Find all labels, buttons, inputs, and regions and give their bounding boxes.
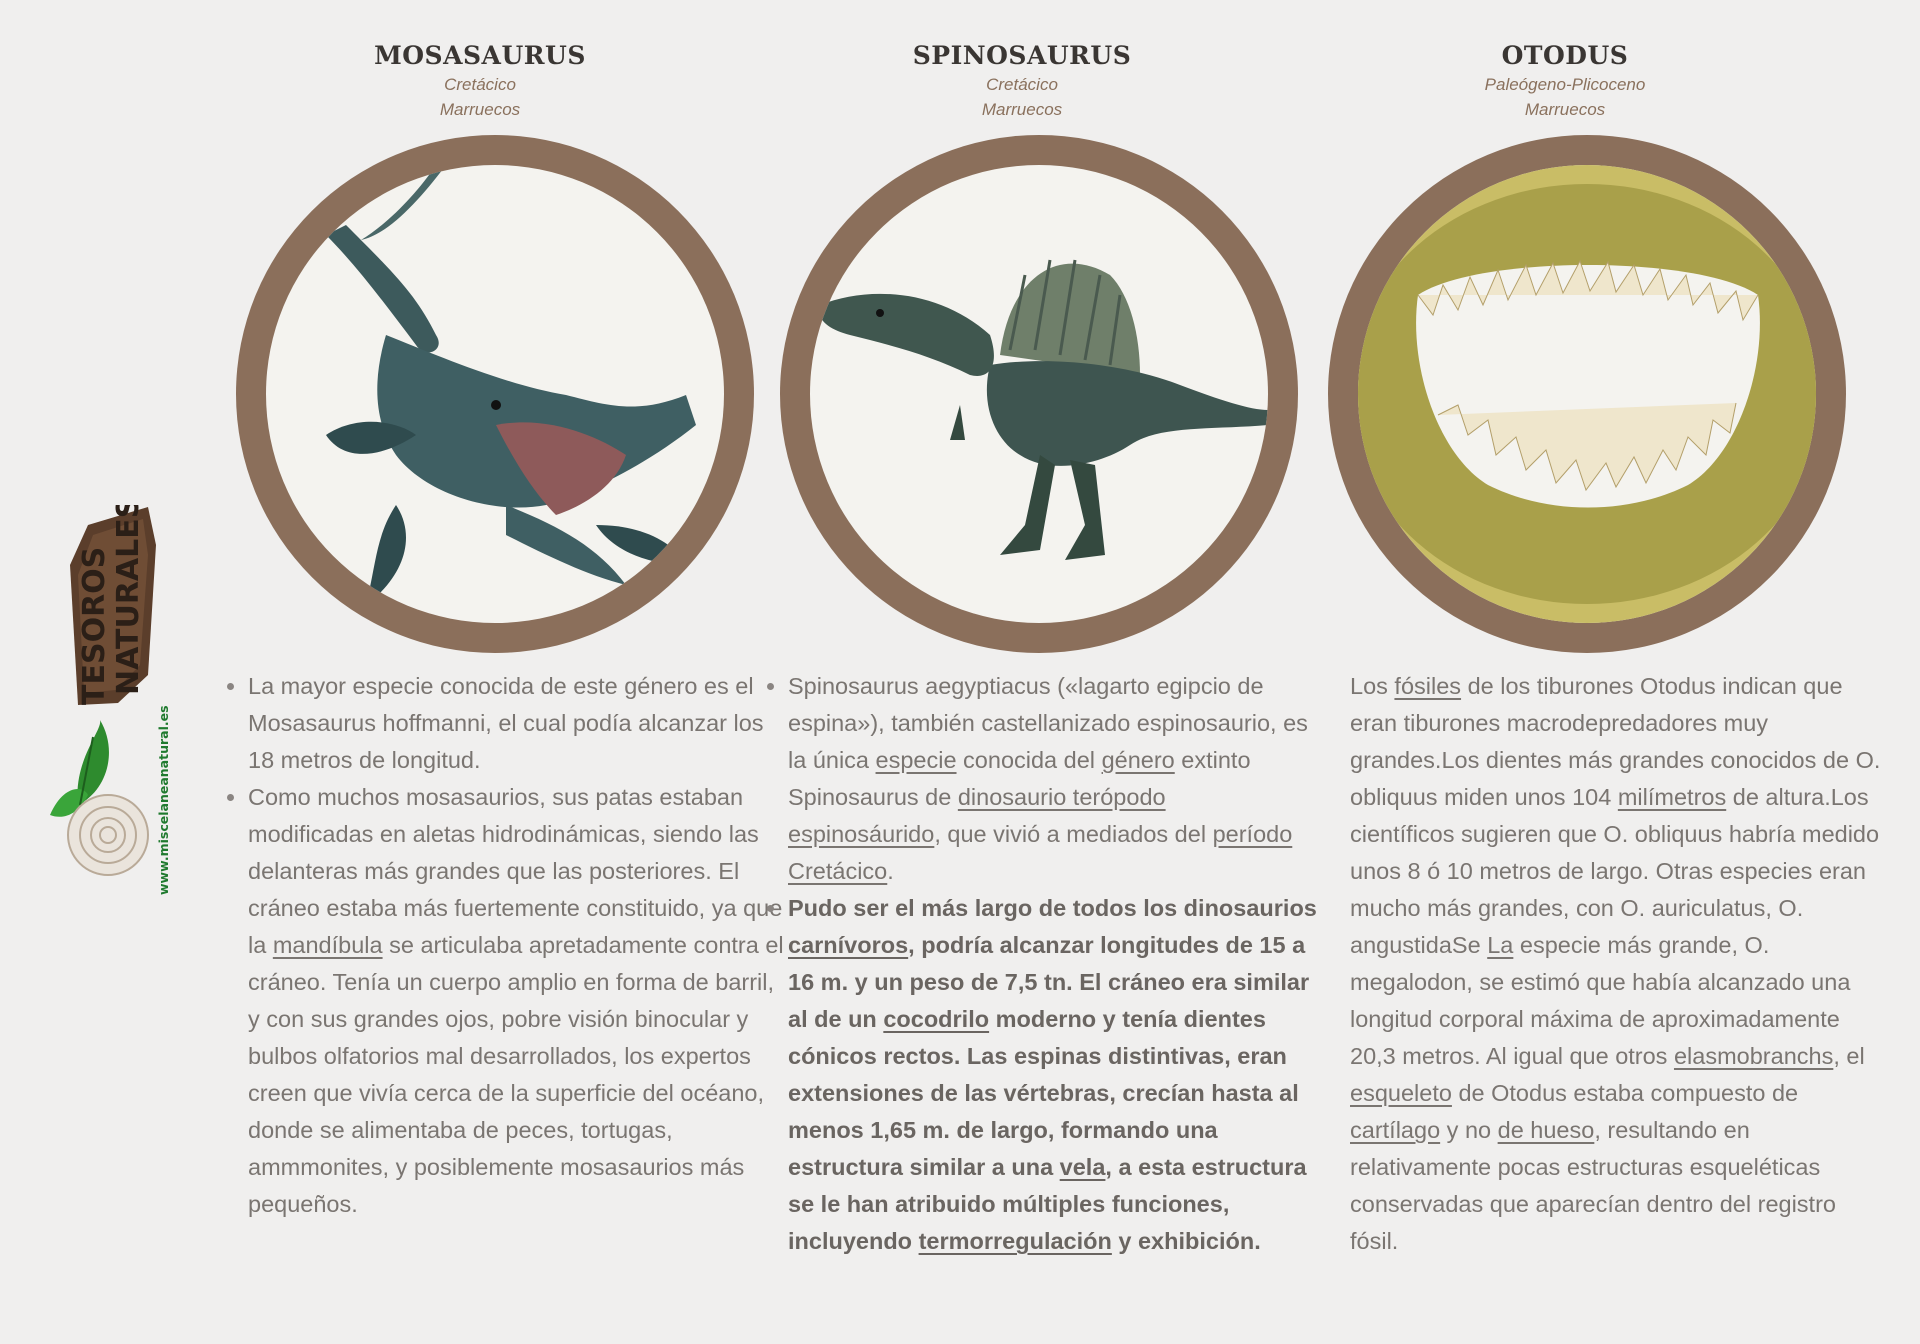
otodus-text-7: y no: [1440, 1117, 1498, 1143]
brand-logo: [48, 505, 178, 895]
otodus-text-2: de los tiburones Otodus indican que eran tiburones macrodepredadores muy grandes.Los dientes más grandes conocidos de O. obliquus miden unos 104: [1350, 673, 1881, 810]
spinosaurus-text-9: , podría alcanzar longitudes de 15 a 16 m. y un peso de 7,5 tn. El cráneo era similar al de un: [788, 932, 1310, 1032]
link-fosiles[interactable]: fósiles: [1394, 673, 1462, 699]
otodus-jaw-photo: [1358, 165, 1816, 623]
brand-url[interactable]: www.miscelaneanatural.es: [156, 705, 171, 895]
otodus-description: [1350, 668, 1890, 1260]
mosasaurus-image-frame: [236, 135, 754, 653]
spinosaurus-text-2: conocida del: [956, 747, 1102, 773]
spinosaurus-bullet-1: [788, 668, 1320, 890]
spinosaurus-description: [760, 668, 1320, 1260]
otodus-period: Paleógeno-Plicoceno: [1484, 75, 1646, 94]
spinosaurus-title: SPINOSAURUS: [912, 41, 1132, 70]
mosasaurus-bullet-2-text-cont: se articulaba apretadamente contra el cráneo. Tenía un cuerpo amplio en forma de barril, y con sus grandes ojos, pobre visión binocular y bulbos olfatorios mal desarrollados, los expertos creen que vivía cerca de la superficie del océano, donde se alimentaba de peces, tortugas, ammmonites, y posiblemente mosasaurios más pequeños.: [248, 932, 784, 1217]
link-vela[interactable]: vela: [1059, 1154, 1106, 1180]
mosasaurus-header: [210, 40, 750, 122]
otodus-image-frame: [1328, 135, 1846, 653]
otodus-title: OTODUS: [1501, 41, 1629, 70]
link-elasmobranchs[interactable]: elasmobranchs: [1673, 1043, 1834, 1069]
spinosaurus-text-7: .: [887, 858, 894, 884]
spinosaurus-location: Marruecos: [981, 100, 1063, 119]
spinosaurus-illustration: [810, 165, 1268, 623]
spinosaurus-text-12: y exhibición.: [1111, 1228, 1261, 1254]
otodus-text-3: de altura.Los científicos sugieren que O. obliquus habría medido unos 8 ó 10 metros de largo. Otras especies eran mucho más grandes, con O. auriculatus, O. angustidaSe: [1350, 784, 1880, 958]
spinosaurus-text-5: , que vivió a mediados del: [934, 821, 1213, 847]
mosasaurus-period: Cretácico: [444, 75, 516, 94]
link-periodo[interactable]: período: [1212, 821, 1293, 847]
link-cartilago[interactable]: cartílago: [1350, 1117, 1441, 1143]
link-especie[interactable]: especie: [875, 747, 957, 773]
otodus-paragraph: [1350, 668, 1890, 1260]
link-carnivoros[interactable]: carnívoros: [788, 932, 909, 958]
link-cretacico[interactable]: Cretácico: [788, 858, 888, 884]
otodus-text-1: Los: [1350, 673, 1395, 699]
link-mandibula[interactable]: mandíbula: [272, 932, 383, 958]
link-la[interactable]: La: [1487, 932, 1514, 958]
link-termorregulacion[interactable]: termorregulación: [918, 1228, 1112, 1254]
spinosaurus-bullet-2: [788, 890, 1320, 1260]
link-dinosaurio-teropodo[interactable]: dinosaurio terópodo: [957, 784, 1166, 810]
link-milimetros[interactable]: milímetros: [1617, 784, 1727, 810]
spinosaurus-period: Cretácico: [986, 75, 1058, 94]
mosasaurus-bullet-2-text: Como muchos mosasaurios, sus patas estaban modificadas en aletas hidrodinámicas, siendo las delanteras más grandes que las posteriores. El cráneo estaba más fuertemente constituido, ya que la: [248, 784, 783, 958]
link-cocodrilo[interactable]: cocodrilo: [883, 1006, 990, 1032]
mosasaurus-bullet-1-text: La mayor especie conocida de este género es el Mosasaurus hoffmanni, el cual podía alcanzar los 18 metros de longitud.: [248, 673, 764, 773]
link-de-hueso[interactable]: de hueso: [1497, 1117, 1595, 1143]
mosasaurus-bullet-2: [248, 779, 790, 1223]
mosasaurus-bullet-1: [248, 668, 790, 779]
otodus-text-4: especie más grande, O. megalodon, se estimó que había alcanzado una longitud corporal máxima de aproximadamente 20,3 metros. Al igual que otros: [1350, 932, 1851, 1069]
link-espinosaurido[interactable]: espinosáurido: [788, 821, 935, 847]
mosasaurus-illustration: [266, 165, 724, 623]
otodus-header: [1295, 40, 1835, 122]
spinosaurus-text-8: Pudo ser el más largo de todos los dinosaurios: [788, 895, 1317, 921]
link-genero[interactable]: género: [1101, 747, 1175, 773]
spinosaurus-text-10: moderno y tenía dientes cónicos rectos. Las espinas distintivas, eran extensiones de las vértebras, crecían hasta al menos 1,65 m. de largo, formando una estructura similar a una: [788, 1006, 1299, 1180]
otodus-location: Marruecos: [1524, 100, 1606, 119]
link-esqueleto[interactable]: esqueleto: [1350, 1080, 1452, 1106]
mosasaurus-location: Marruecos: [439, 100, 521, 119]
spinosaurus-text-1: Spinosaurus aegyptiacus («lagarto egipcio de espina»), también castellanizado espinosaurio, es la única: [788, 673, 1308, 773]
spinosaurus-text-3: extinto Spinosaurus de: [788, 747, 1251, 810]
otodus-text-5: , el: [1833, 1043, 1865, 1069]
spinosaurus-text-11: , a esta estructura se le han atribuido múltiples funciones, incluyendo: [788, 1154, 1307, 1254]
mosasaurus-title: MOSASAURUS: [374, 41, 586, 70]
otodus-text-8: , resultando en relativamente pocas estructuras esqueléticas conservadas que aparecían dentro del registro fósil.: [1350, 1117, 1836, 1254]
mosasaurus-description: [220, 668, 790, 1223]
spinosaurus-image-frame: [780, 135, 1298, 653]
spinosaurus-header: [752, 40, 1292, 122]
brand-line-2: NATURALES: [111, 505, 146, 695]
brand-line-1: TESOROS: [77, 546, 112, 705]
otodus-text-6: de Otodus estaba compuesto de: [1451, 1080, 1799, 1106]
